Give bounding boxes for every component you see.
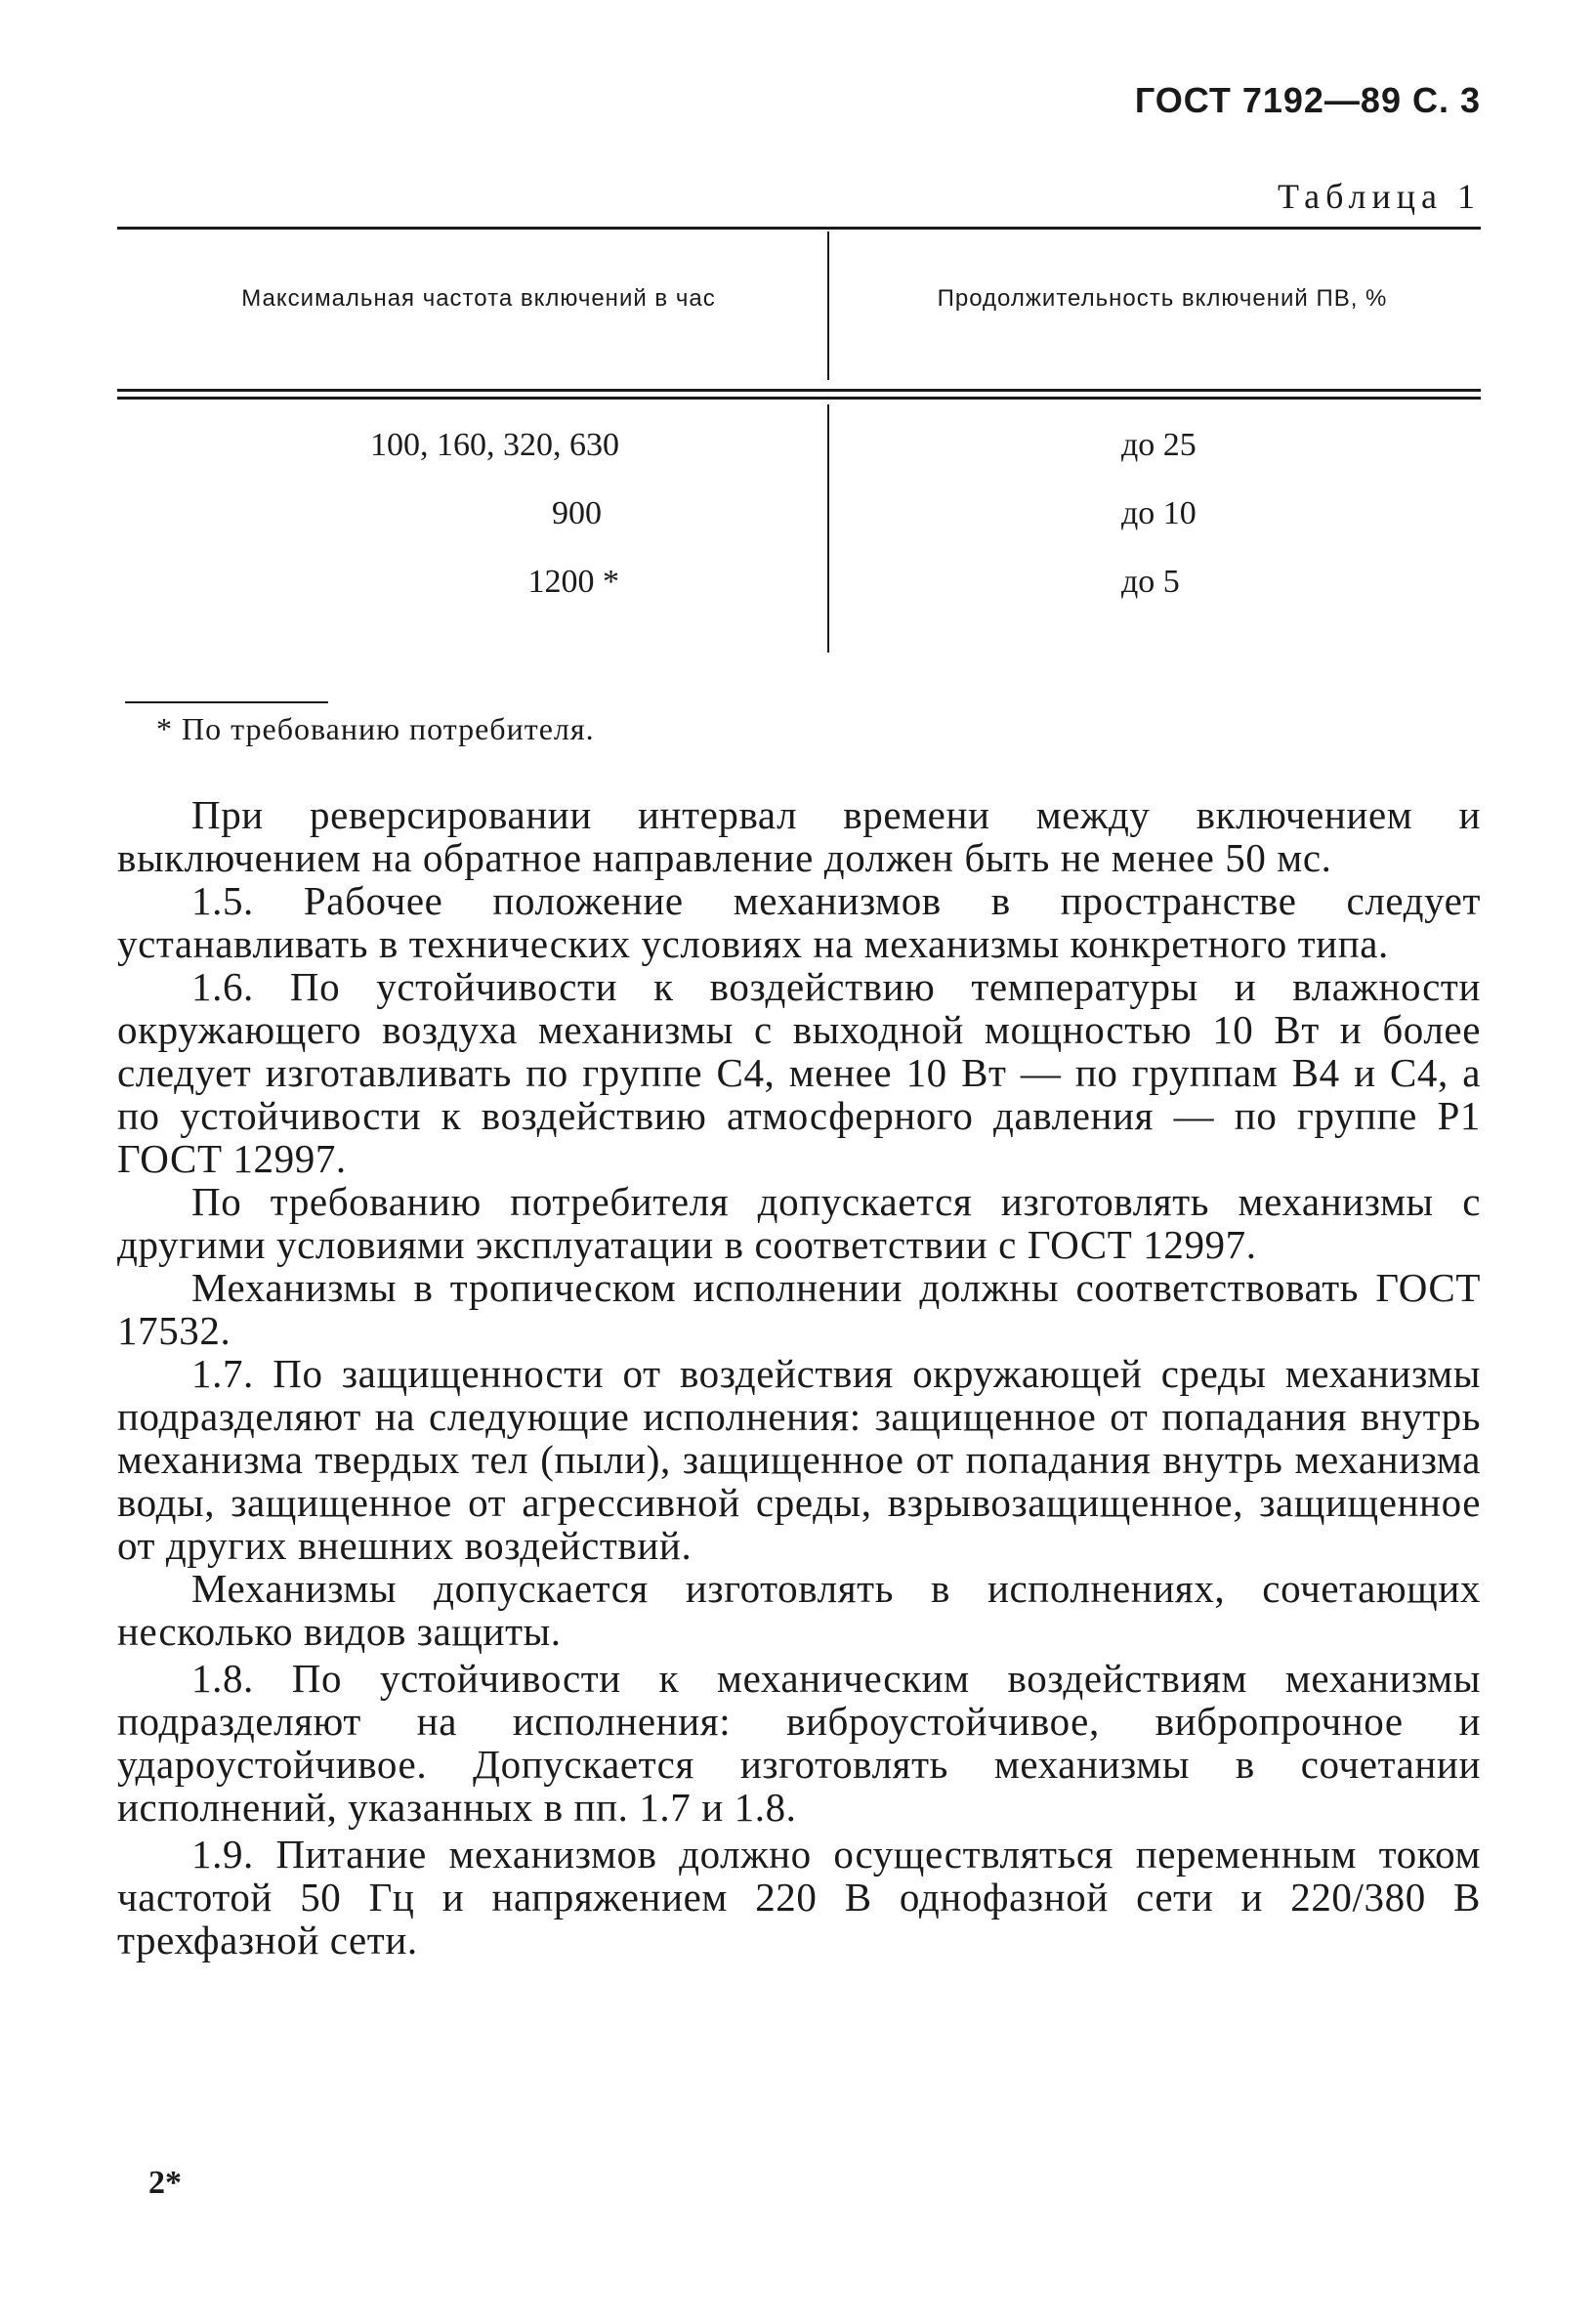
table-cell-duration: до 25: [1121, 427, 1197, 463]
footnote-rule: [125, 701, 328, 703]
paragraph: 1.9. Питание механизмов должно осуществляться переменным током частотой 50 Гц и напряжением 220 В однофазной сети и 220/380 В трехфазной сети.: [117, 1832, 1481, 1962]
table-top-rule: [117, 227, 1481, 230]
paragraph: 1.6. По устойчивости к воздействию температуры и влажности окружающего воздуха механизмы с выходной мощностью 10 Вт и более следует изготавливать по группе С4, менее 10 Вт — по группам В4 и С4, а по устойчивости к воздействию атмосферного давления — по группе Р1 ГОСТ 12997.: [117, 964, 1481, 1181]
body-text: [117, 793, 1481, 1962]
paragraph: 1.8. По устойчивости к механическим воздействиям механизмы подразделяют на исполнения: виброустойчивое, вибропрочное и ударoустойчивое. Допускается изготовлять механизмы в сочетании исполнений, указанных в пп. 1.7 и 1.8.: [117, 1656, 1481, 1830]
table-header-duration: Продолжительность включений ПВ, %: [937, 285, 1388, 312]
paragraph: Механизмы допускается изготовлять в исполнениях, сочетающих несколько видов защиты.: [117, 1566, 1481, 1654]
table-label: Таблица 1: [1278, 177, 1481, 216]
table-cell-frequency: 1200 *: [527, 564, 619, 600]
paragraph: При реверсировании интервал времени между включением и выключением на обратное направление должен быть не менее 50 мс.: [117, 792, 1481, 880]
table-header-frequency: Максимальная частота включений в час: [241, 285, 716, 312]
table-body-divider: [827, 404, 829, 653]
table-cell-duration: до 10: [1121, 495, 1197, 531]
paragraph: 1.5. Рабочее положение механизмов в пространстве следует устанавливать в технических условиях на механизмы конкретного типа.: [117, 878, 1481, 966]
paragraph: Механизмы в тропическом исполнении должны соответствовать ГОСТ 17532.: [117, 1265, 1481, 1353]
table-cell-duration: до 5: [1121, 564, 1180, 600]
table-header-rule-2: [117, 397, 1481, 400]
table-cell-frequency: 900: [552, 495, 602, 531]
table-cell-frequency: 100, 160, 320, 630: [370, 427, 619, 463]
table-header-divider: [827, 232, 829, 380]
table-footnote: * По требованию потребителя.: [156, 711, 595, 746]
running-header: ГОСТ 7192—89 С. 3: [1134, 80, 1481, 120]
table-header-rule-1: [117, 389, 1481, 392]
paragraph: По требованию потребителя допускается изготовлять механизмы с другими условиями эксплуатации в соответствии с ГОСТ 12997.: [117, 1179, 1481, 1267]
page-signature-mark: 2*: [148, 2165, 182, 2201]
paragraph: 1.7. По защищенности от воздействия окружающей среды механизмы подразделяют на следующие исполнения: защищенное от попадания внутрь механизма твердых тел (пыли), защищенное от попадания внутрь механизма воды, защищенное от агрессивной среды, взрывозащищенное, защищенное от других внешних воздействий.: [117, 1351, 1481, 1568]
